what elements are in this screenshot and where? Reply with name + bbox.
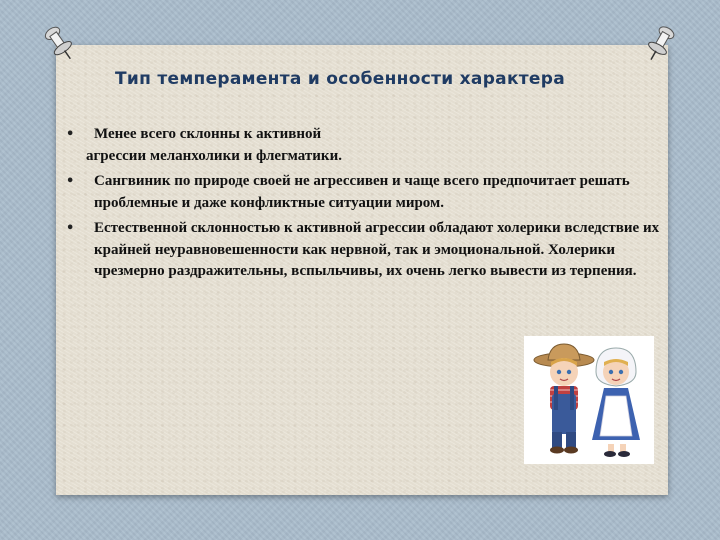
bullet-text: Естественной склонностью к активной агрессии обладают холерики вследствие их крайней неуравновешенности как нервной, так и эмоциональной. Холерики чрезмерно раздражительны, вспыльчивы, их очень легко вывести из терпения. — [94, 220, 660, 279]
bullet-item — [64, 218, 664, 283]
bullet-list — [64, 124, 664, 283]
bullet-icon: • — [66, 174, 75, 189]
bullet-icon: • — [66, 127, 75, 142]
dolls-illustration — [524, 336, 654, 464]
bullet-text: Сангвиник по природе своей не агрессивен и чаще всего предпочитает решать проблемные и даже конфликтные ситуации миром. — [94, 173, 630, 211]
bullet-icon: • — [66, 221, 75, 236]
bullet-continuation: агрессии меланхолики и флегматики. — [86, 147, 342, 164]
bullet-item — [64, 171, 664, 214]
bullet-item — [64, 124, 664, 146]
bullet-text: Менее всего склонны к активной — [94, 126, 322, 142]
slide-title: Тип темперамента и особенности характера — [114, 69, 565, 89]
